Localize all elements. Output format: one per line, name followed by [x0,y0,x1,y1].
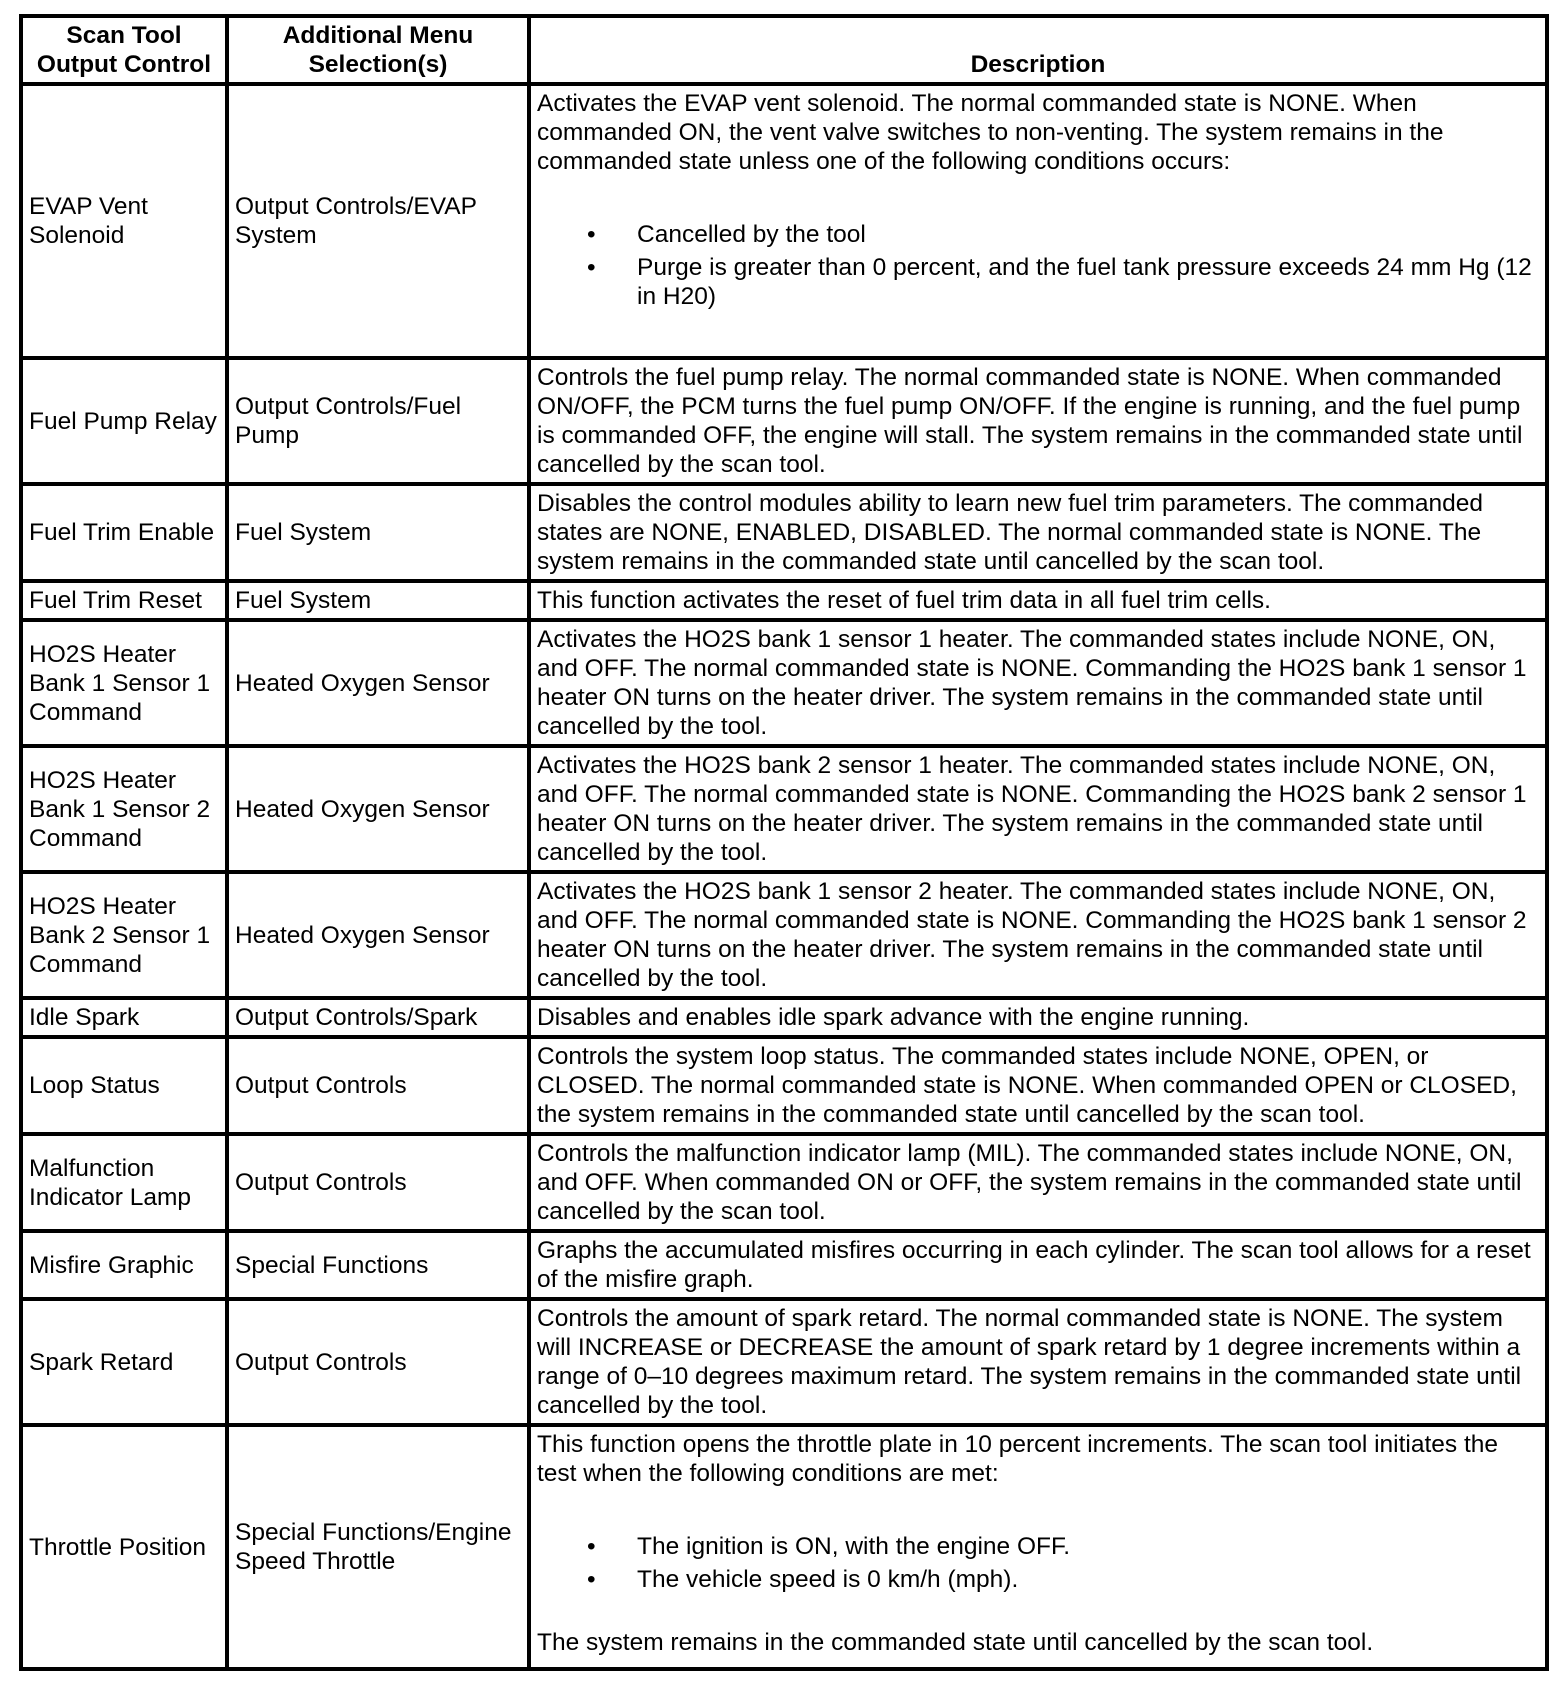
menu-cell: Output Controls/Spark [227,998,529,1037]
menu-cell: Output Controls/EVAP System [227,84,529,358]
table-header-row [21,16,1547,84]
description-closing-text: The system remains in the commanded state until cancelled by the scan tool. [537,1629,1374,1656]
table-row [21,1037,1547,1134]
control-cell: Spark Retard [21,1299,227,1425]
description-cell: Disables the control modules ability to learn new fuel trim parameters. The commanded states are NONE, ENABLED, DISABLED. The normal commanded state is NONE. The system remains in the commanded state until cancelled by the scan tool. [529,484,1547,581]
description-cell: Graphs the accumulated misfires occurring in each cylinder. The scan tool allows for a reset of the misfire graph. [529,1231,1547,1299]
menu-cell: Heated Oxygen Sensor [227,620,529,746]
control-cell: Fuel Trim Reset [21,581,227,620]
control-cell: HO2S Heater Bank 1 Sensor 1 Command [21,620,227,746]
list-item-text: The ignition is ON, with the engine OFF. [637,1533,1071,1560]
table-row [21,1299,1547,1425]
table-row [21,1231,1547,1299]
menu-cell: Fuel System [227,581,529,620]
scan-tool-output-control-table [19,14,1549,1671]
header-description: Description [529,16,1547,84]
list-item [537,1532,1539,1561]
header-additional-menu-selections [227,16,529,84]
description-text: Activates the EVAP vent solenoid. The normal commanded state is NONE. When commanded ON, the vent valve switches to non-venting. The system remains in the commanded state unless one of the following conditions occurs: [537,90,1444,175]
control-cell: Malfunction Indicator Lamp [21,1134,227,1231]
description-cell: Activates the HO2S bank 1 sensor 2 heater. The commanded states include NONE, ON, and OFF. The normal commanded state is NONE. Commanding the HO2S bank 1 sensor 2 heater ON turns on the heater driver. The system remains in the commanded state until cancelled by the tool. [529,872,1547,998]
menu-cell: Output Controls/Fuel Pump [227,358,529,484]
description-cell [529,84,1547,358]
table-row [21,1425,1547,1669]
menu-cell: Heated Oxygen Sensor [227,746,529,872]
table-row [21,872,1547,998]
condition-list [537,1532,1539,1594]
description-cell: Controls the system loop status. The commanded states include NONE, OPEN, or CLOSED. The normal commanded state is NONE. When commanded OPEN or CLOSED, the system remains in the commanded state until cancelled by the scan tool. [529,1037,1547,1134]
list-item [537,220,1539,249]
description-cell: Activates the HO2S bank 1 sensor 1 heater. The commanded states include NONE, ON, and OFF. The normal commanded state is NONE. Commanding the HO2S bank 1 sensor 1 heater ON turns on the heater driver. The system remains in the commanded state until cancelled by the tool. [529,620,1547,746]
description-text: This function opens the throttle plate in 10 percent increments. The scan tool initiates the test when the following conditions are met: [537,1431,1499,1487]
header-col1-line1: Scan Tool [66,22,182,49]
control-cell: Throttle Position [21,1425,227,1669]
header-col2-line2: Selection(s) [308,51,448,78]
control-cell: EVAP Vent Solenoid [21,84,227,358]
table-row [21,581,1547,620]
menu-cell: Output Controls [227,1037,529,1134]
table-row [21,1134,1547,1231]
table-row [21,620,1547,746]
control-cell: HO2S Heater Bank 2 Sensor 1 Command [21,872,227,998]
bullet-icon: • [587,254,596,281]
table-row [21,746,1547,872]
menu-cell: Special Functions/Engine Speed Throttle [227,1425,529,1669]
description-cell: Controls the malfunction indicator lamp (MIL). The commanded states include NONE, ON, and OFF. When commanded ON or OFF, the system remains in the commanded state until cancelled by the scan tool. [529,1134,1547,1231]
table-row [21,998,1547,1037]
description-cell: Controls the fuel pump relay. The normal commanded state is NONE. When commanded ON/OFF, the PCM turns the fuel pump ON/OFF. If the engine is running, and the fuel pump is commanded OFF, the engine will stall. The system remains in the commanded state until cancelled by the scan tool. [529,358,1547,484]
table-row [21,84,1547,358]
list-item-text: Cancelled by the tool [637,221,866,248]
description-cell: Disables and enables idle spark advance with the engine running. [529,998,1547,1037]
control-cell: Fuel Pump Relay [21,358,227,484]
header-scan-tool-output-control [21,16,227,84]
control-cell: Fuel Trim Enable [21,484,227,581]
menu-cell: Output Controls [227,1299,529,1425]
header-col2-line1: Additional Menu [282,22,474,49]
control-cell: HO2S Heater Bank 1 Sensor 2 Command [21,746,227,872]
menu-cell: Special Functions [227,1231,529,1299]
header-col1-line2: Output Control [36,51,212,78]
bullet-icon: • [587,1533,596,1560]
description-cell: Activates the HO2S bank 2 sensor 1 heater. The commanded states include NONE, ON, and OFF. The normal commanded state is NONE. Commanding the HO2S bank 2 sensor 1 heater ON turns on the heater driver. The system remains in the commanded state until cancelled by the tool. [529,746,1547,872]
list-item-text: The vehicle speed is 0 km/h (mph). [637,1566,1019,1593]
bullet-icon: • [587,221,596,248]
bullet-icon: • [587,1566,596,1593]
description-cell: Controls the amount of spark retard. The normal commanded state is NONE. The system will INCREASE or DECREASE the amount of spark retard by 1 degree increments within a range of 0–10 degrees maximum retard. The system remains in the commanded state until cancelled by the tool. [529,1299,1547,1425]
menu-cell: Fuel System [227,484,529,581]
list-item-text: Purge is greater than 0 percent, and the fuel tank pressure exceeds 24 mm Hg (12 in H20) [637,254,1532,310]
control-cell: Idle Spark [21,998,227,1037]
control-cell: Misfire Graphic [21,1231,227,1299]
description-cell: This function activates the reset of fuel trim data in all fuel trim cells. [529,581,1547,620]
menu-cell: Heated Oxygen Sensor [227,872,529,998]
description-cell [529,1425,1547,1669]
list-item [537,253,1539,311]
table-row [21,484,1547,581]
menu-cell: Output Controls [227,1134,529,1231]
condition-list [537,220,1539,311]
list-item [537,1565,1539,1594]
control-cell: Loop Status [21,1037,227,1134]
table-row [21,358,1547,484]
